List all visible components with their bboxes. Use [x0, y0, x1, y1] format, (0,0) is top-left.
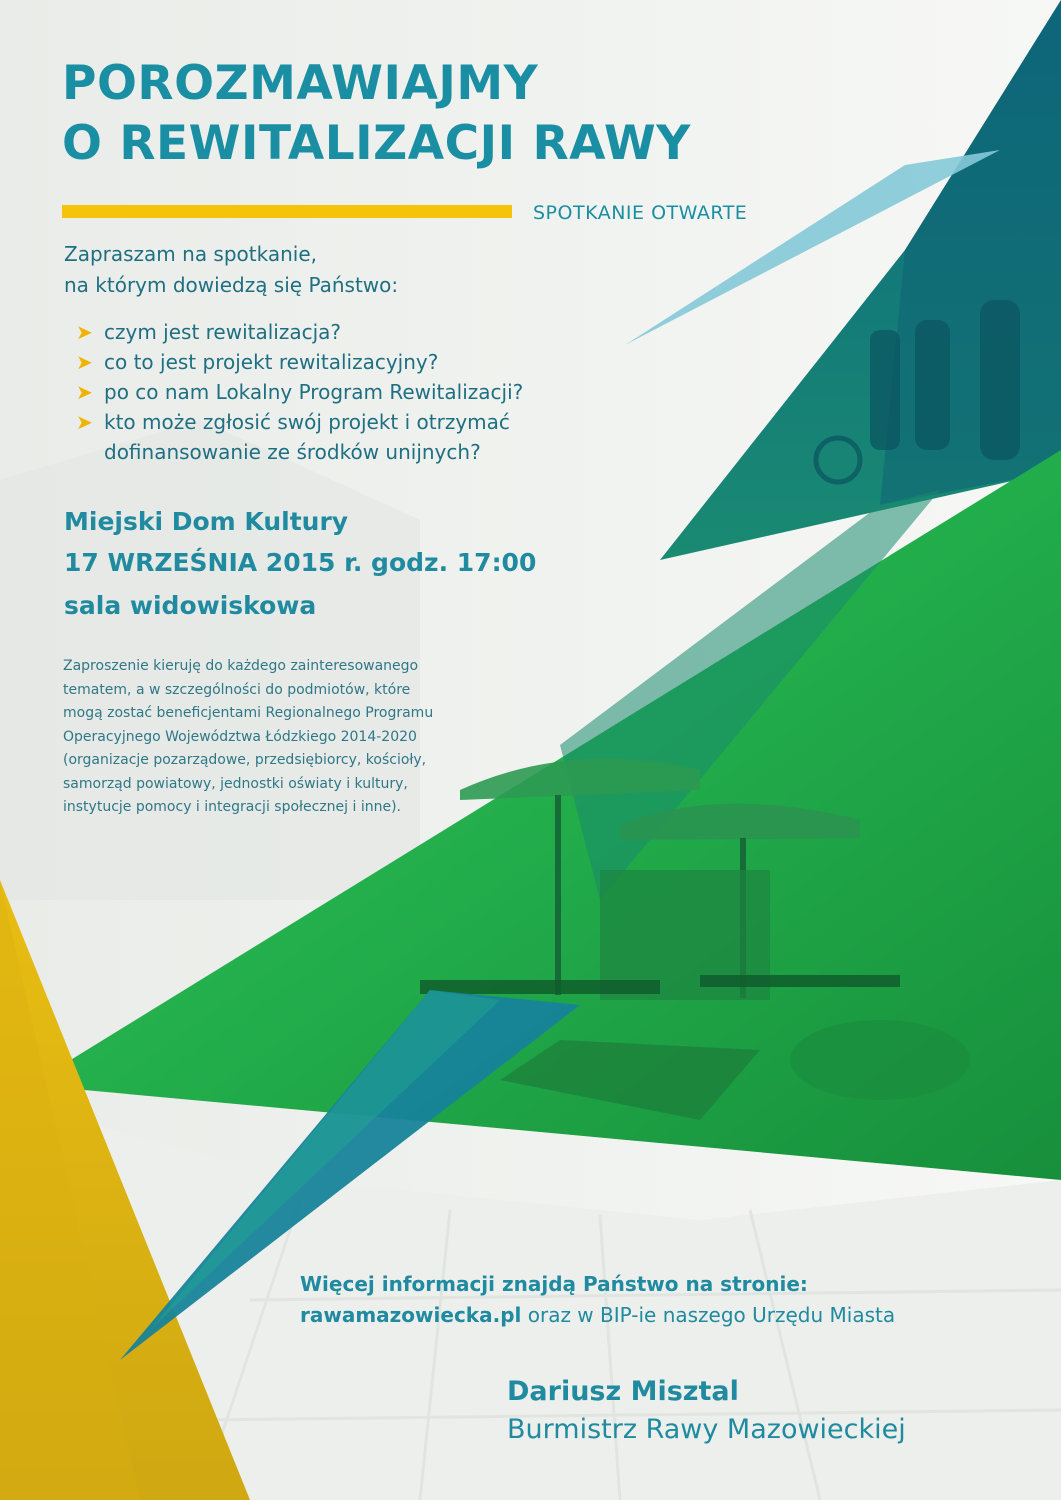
- intro-line-1: Zapraszam na spotkanie,: [64, 242, 318, 266]
- question-list: [74, 317, 523, 467]
- signatory-name: Dariusz Misztal: [507, 1376, 739, 1407]
- venue-name: Miejski Dom Kultury: [64, 507, 349, 536]
- question-item: [74, 407, 523, 467]
- arrow-right-icon: ➤: [76, 350, 93, 374]
- title-line-2: O REWITALIZACJI RAWY: [62, 116, 691, 171]
- signatory-title: Burmistrz Rawy Mazowieckiej: [507, 1414, 906, 1445]
- event-date-time: 17 WRZEŚNIA 2015 r. godz. 17:00: [64, 548, 537, 577]
- website-line-rest: oraz w BIP-ie naszego Urzędu Miasta: [521, 1303, 896, 1327]
- website-link[interactable]: rawamazowiecka.pl: [300, 1303, 522, 1327]
- arrow-right-icon: ➤: [76, 380, 93, 404]
- arrow-right-icon: ➤: [76, 410, 93, 434]
- arrow-right-icon: ➤: [76, 320, 93, 344]
- event-room: sala widowiskowa: [64, 591, 317, 620]
- yellow-rule: [62, 205, 512, 218]
- question-item: [74, 317, 523, 347]
- question-continuation: dofinansowanie ze środków unijnych?: [104, 440, 481, 464]
- intro-line-2: na którym dowiedzą się Państwo:: [64, 273, 399, 297]
- title-line-1: POROZMAWIAJMY: [62, 56, 539, 111]
- invitation-body: [63, 655, 433, 820]
- body-line: Operacyjnego Województwa Łódzkiego 2014-2020: [63, 728, 417, 745]
- question-text: co to jest projekt rewitalizacyjny?: [104, 350, 439, 374]
- website-line: [300, 1303, 895, 1327]
- body-line: Zaproszenie kieruję do każdego zainteresowanego: [63, 658, 419, 674]
- body-line: instytucje pomocy i integracji społecznej i inne).: [63, 799, 401, 815]
- body-line: (organizacje pozarządowe, przedsiębiorcy, kościoły,: [63, 752, 427, 768]
- question-text: czym jest rewitalizacja?: [104, 320, 342, 344]
- question-item: [74, 347, 523, 377]
- body-line: mogą zostać beneficjentami Regionalnego Programu: [63, 705, 434, 721]
- question-text: kto może zgłosić swój projekt i otrzymać: [104, 410, 510, 434]
- question-item: [74, 377, 523, 407]
- more-info-line: Więcej informacji znajdą Państwo na stronie:: [300, 1272, 808, 1296]
- question-text: po co nam Lokalny Program Rewitalizacji?: [104, 380, 524, 404]
- subtitle: SPOTKANIE OTWARTE: [533, 202, 748, 224]
- body-line: samorząd powiatowy, jednostki oświaty i kultury,: [63, 775, 408, 792]
- body-line: tematem, a w szczególności do podmiotów, które: [63, 681, 411, 698]
